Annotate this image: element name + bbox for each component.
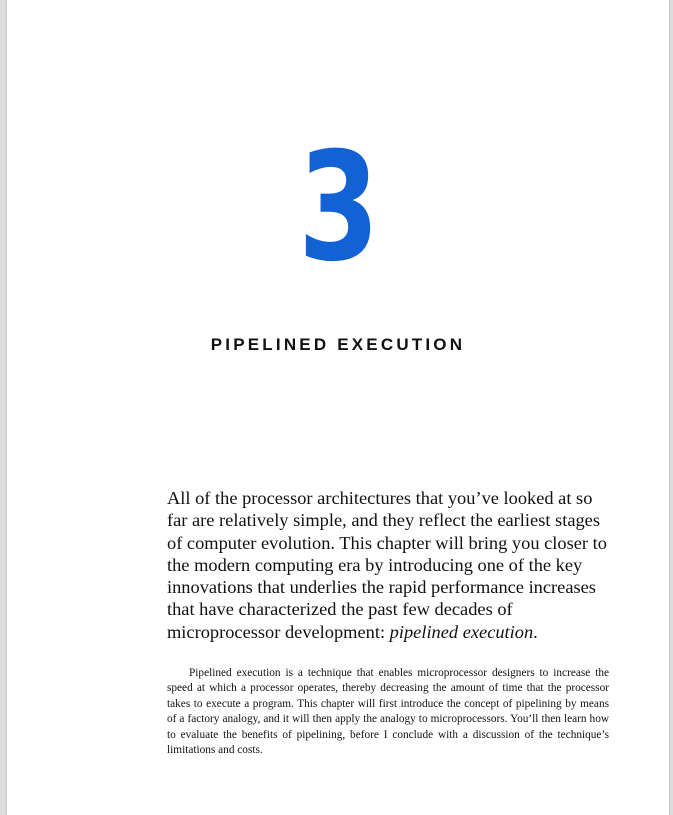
lead-paragraph (167, 487, 609, 643)
body-paragraph: Pipelined execution is a technique that enables microprocessor designers to increase the speed at which a processor operates, thereby decreasing the amount of time that the processor takes to execute a program. This chapter will first introduce the concept of pipelining by means of a factory analogy, and it will then apply the analogy to microprocessors. You’ll then learn how to evaluate the benefits of pipelining, before I conclude with a discussion of the technique’s limitations and costs. (167, 667, 609, 757)
lead-emphasis: pipelined execution (389, 621, 534, 642)
book-page (7, 0, 669, 815)
chapter-number: 3 (298, 121, 378, 295)
lead-end: . (533, 621, 538, 642)
lead-text: All of the processor architectures that you’ve looked at so far are relatively simple, and they reflect the earliest stages of computer evolution. This chapter will bring you closer to the modern computing era by introducing one of the key innovations that underlies the rapid performance increases that have characterized the past few decades of microprocessor development: (167, 488, 607, 642)
chapter-title: PIPELINED EXECUTION (210, 335, 466, 354)
